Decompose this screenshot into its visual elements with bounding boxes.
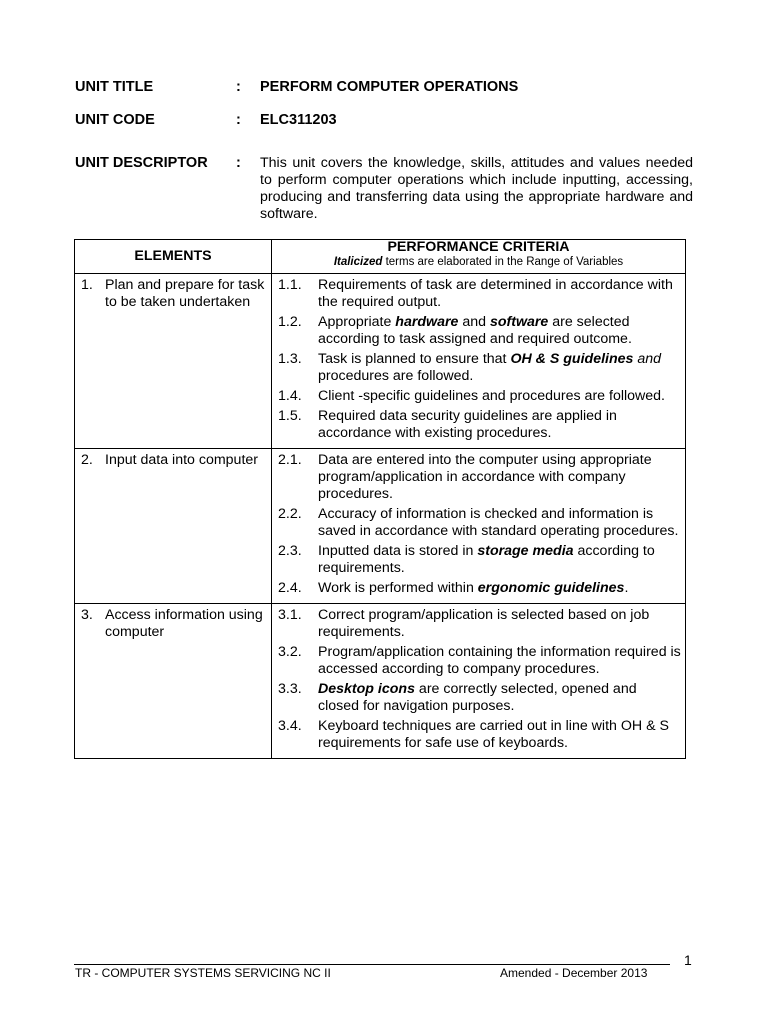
criteria-note	[272, 255, 685, 269]
footer-right-text: Amended - December 2013	[500, 966, 648, 980]
criterion-item	[278, 607, 681, 641]
competency-table	[74, 239, 686, 759]
criteria-note-bold: Italicized	[333, 256, 383, 268]
criterion-text-part: according to requirements.	[318, 543, 655, 576]
criterion-text-part: Data are entered into the computer using appropriate program/application in accordance with company procedures.	[318, 452, 652, 502]
criterion-number: 3.1.	[278, 607, 302, 623]
criterion-term: hardware	[395, 314, 459, 330]
criterion-text-part: are correctly selected, opened and closed for navigation purposes.	[318, 681, 637, 714]
criterion-text	[318, 607, 681, 641]
criterion-number: 2.4.	[278, 580, 302, 596]
criterion-text	[318, 543, 681, 577]
unit-code-colon: :	[236, 112, 241, 128]
criterion-text-part: Accuracy of information is checked and information is saved in accordance with standard operating procedures.	[318, 506, 679, 539]
criterion-term: ergonomic guidelines	[477, 580, 625, 596]
unit-title-value: PERFORM COMPUTER OPERATIONS	[260, 79, 519, 95]
criterion-text-part: and	[458, 314, 490, 330]
criterion-number: 2.3.	[278, 543, 302, 559]
criterion-text	[318, 452, 681, 503]
criterion-text-part: Required data security guidelines are applied in accordance with existing procedures.	[318, 408, 617, 441]
table-header-row	[75, 240, 686, 274]
criterion-term: Desktop icons	[318, 681, 415, 697]
criterion-number: 2.1.	[278, 452, 302, 468]
criterion-item	[278, 388, 681, 405]
criterion-text	[318, 408, 681, 442]
elements-header: ELEMENTS	[75, 240, 272, 274]
criterion-item	[278, 580, 681, 597]
criterion-text-part: Keyboard techniques are carried out in line with OH & S requirements for safe use of keyboards.	[318, 718, 669, 751]
element-number: 3.	[81, 607, 93, 623]
criterion-text	[318, 314, 681, 348]
element-cell	[75, 274, 272, 449]
criterion-text-part: Program/application containing the information required is accessed according to company procedures.	[318, 644, 681, 677]
page-number: 1	[684, 952, 692, 968]
criterion-text-part: .	[624, 580, 629, 596]
criterion-text	[318, 277, 681, 311]
criterion-text-part: Client -specific guidelines and procedures are followed.	[318, 388, 665, 404]
performance-criteria-header	[272, 240, 686, 274]
criterion-text	[318, 506, 681, 540]
criterion-number: 1.4.	[278, 388, 302, 404]
performance-criteria-title: PERFORMANCE CRITERIA	[387, 239, 570, 255]
criterion-item	[278, 452, 681, 503]
footer-left-text: TR - COMPUTER SYSTEMS SERVICING NC II	[75, 966, 331, 980]
criterion-text-part: procedures are followed.	[318, 368, 474, 384]
criterion-number: 1.1.	[278, 277, 302, 293]
element-text: Plan and prepare for task to be taken undertaken	[105, 277, 265, 310]
criterion-item	[278, 351, 681, 385]
criterion-item	[278, 644, 681, 678]
criterion-text-part: Task is planned to ensure that	[318, 351, 511, 367]
element-number: 1.	[81, 277, 93, 293]
criterion-text-part: Requirements of task are determined in accordance with the required output.	[318, 277, 673, 310]
criteria-cell	[272, 274, 686, 449]
criterion-text	[318, 580, 681, 597]
unit-code-value: ELC311203	[260, 112, 337, 128]
footer-divider	[74, 964, 670, 965]
criterion-text-part: Inputted data is stored in	[318, 543, 478, 559]
element-number: 2.	[81, 452, 93, 468]
table-row	[75, 604, 686, 759]
element-text: Access information using computer	[105, 607, 263, 640]
criteria-note-rest: terms are elaborated in the Range of Variables	[382, 256, 624, 268]
criterion-number: 3.4.	[278, 718, 302, 734]
criterion-text	[318, 718, 681, 752]
criterion-term: software	[489, 314, 549, 330]
table-row	[75, 274, 686, 449]
criterion-text	[318, 351, 681, 385]
criterion-item	[278, 408, 681, 442]
element-cell	[75, 449, 272, 604]
criterion-text	[318, 644, 681, 678]
criterion-term: OH & S guidelines	[510, 351, 634, 367]
criterion-item	[278, 314, 681, 348]
unit-code-label: UNIT CODE	[75, 112, 155, 128]
criterion-item	[278, 718, 681, 752]
criterion-number: 2.2.	[278, 506, 302, 522]
criterion-number: 3.3.	[278, 681, 302, 697]
unit-title-colon: :	[236, 79, 241, 95]
criterion-text-part: are selected according to task assigned and required outcome.	[318, 314, 632, 347]
element-cell	[75, 604, 272, 759]
criterion-item	[278, 543, 681, 577]
criterion-term: and	[637, 351, 662, 367]
unit-descriptor-label: UNIT DESCRIPTOR	[75, 155, 208, 171]
element-text: Input data into computer	[105, 452, 259, 468]
criterion-text	[318, 681, 681, 715]
criterion-number: 1.2.	[278, 314, 302, 330]
criterion-item	[278, 506, 681, 540]
criterion-text-part: Correct program/application is selected based on job requirements.	[318, 607, 650, 640]
unit-descriptor-text: This unit covers the knowledge, skills, attitudes and values needed to perform computer operations which include inputting, accessing, producing and transferring data using the appropriate hardware and software.	[260, 155, 693, 222]
criteria-cell	[272, 449, 686, 604]
table-body	[75, 274, 686, 759]
criteria-cell	[272, 604, 686, 759]
criterion-text-part: Work is performed within	[318, 580, 478, 596]
unit-descriptor-colon: :	[236, 155, 241, 171]
criterion-number: 1.3.	[278, 351, 302, 367]
criterion-text-part: Appropriate	[318, 314, 396, 330]
criterion-text	[318, 388, 681, 405]
criterion-item	[278, 277, 681, 311]
criterion-number: 3.2.	[278, 644, 302, 660]
table-row	[75, 449, 686, 604]
criterion-term: storage media	[477, 543, 574, 559]
criterion-number: 1.5.	[278, 408, 302, 424]
unit-title-label: UNIT TITLE	[75, 79, 154, 95]
criterion-item	[278, 681, 681, 715]
